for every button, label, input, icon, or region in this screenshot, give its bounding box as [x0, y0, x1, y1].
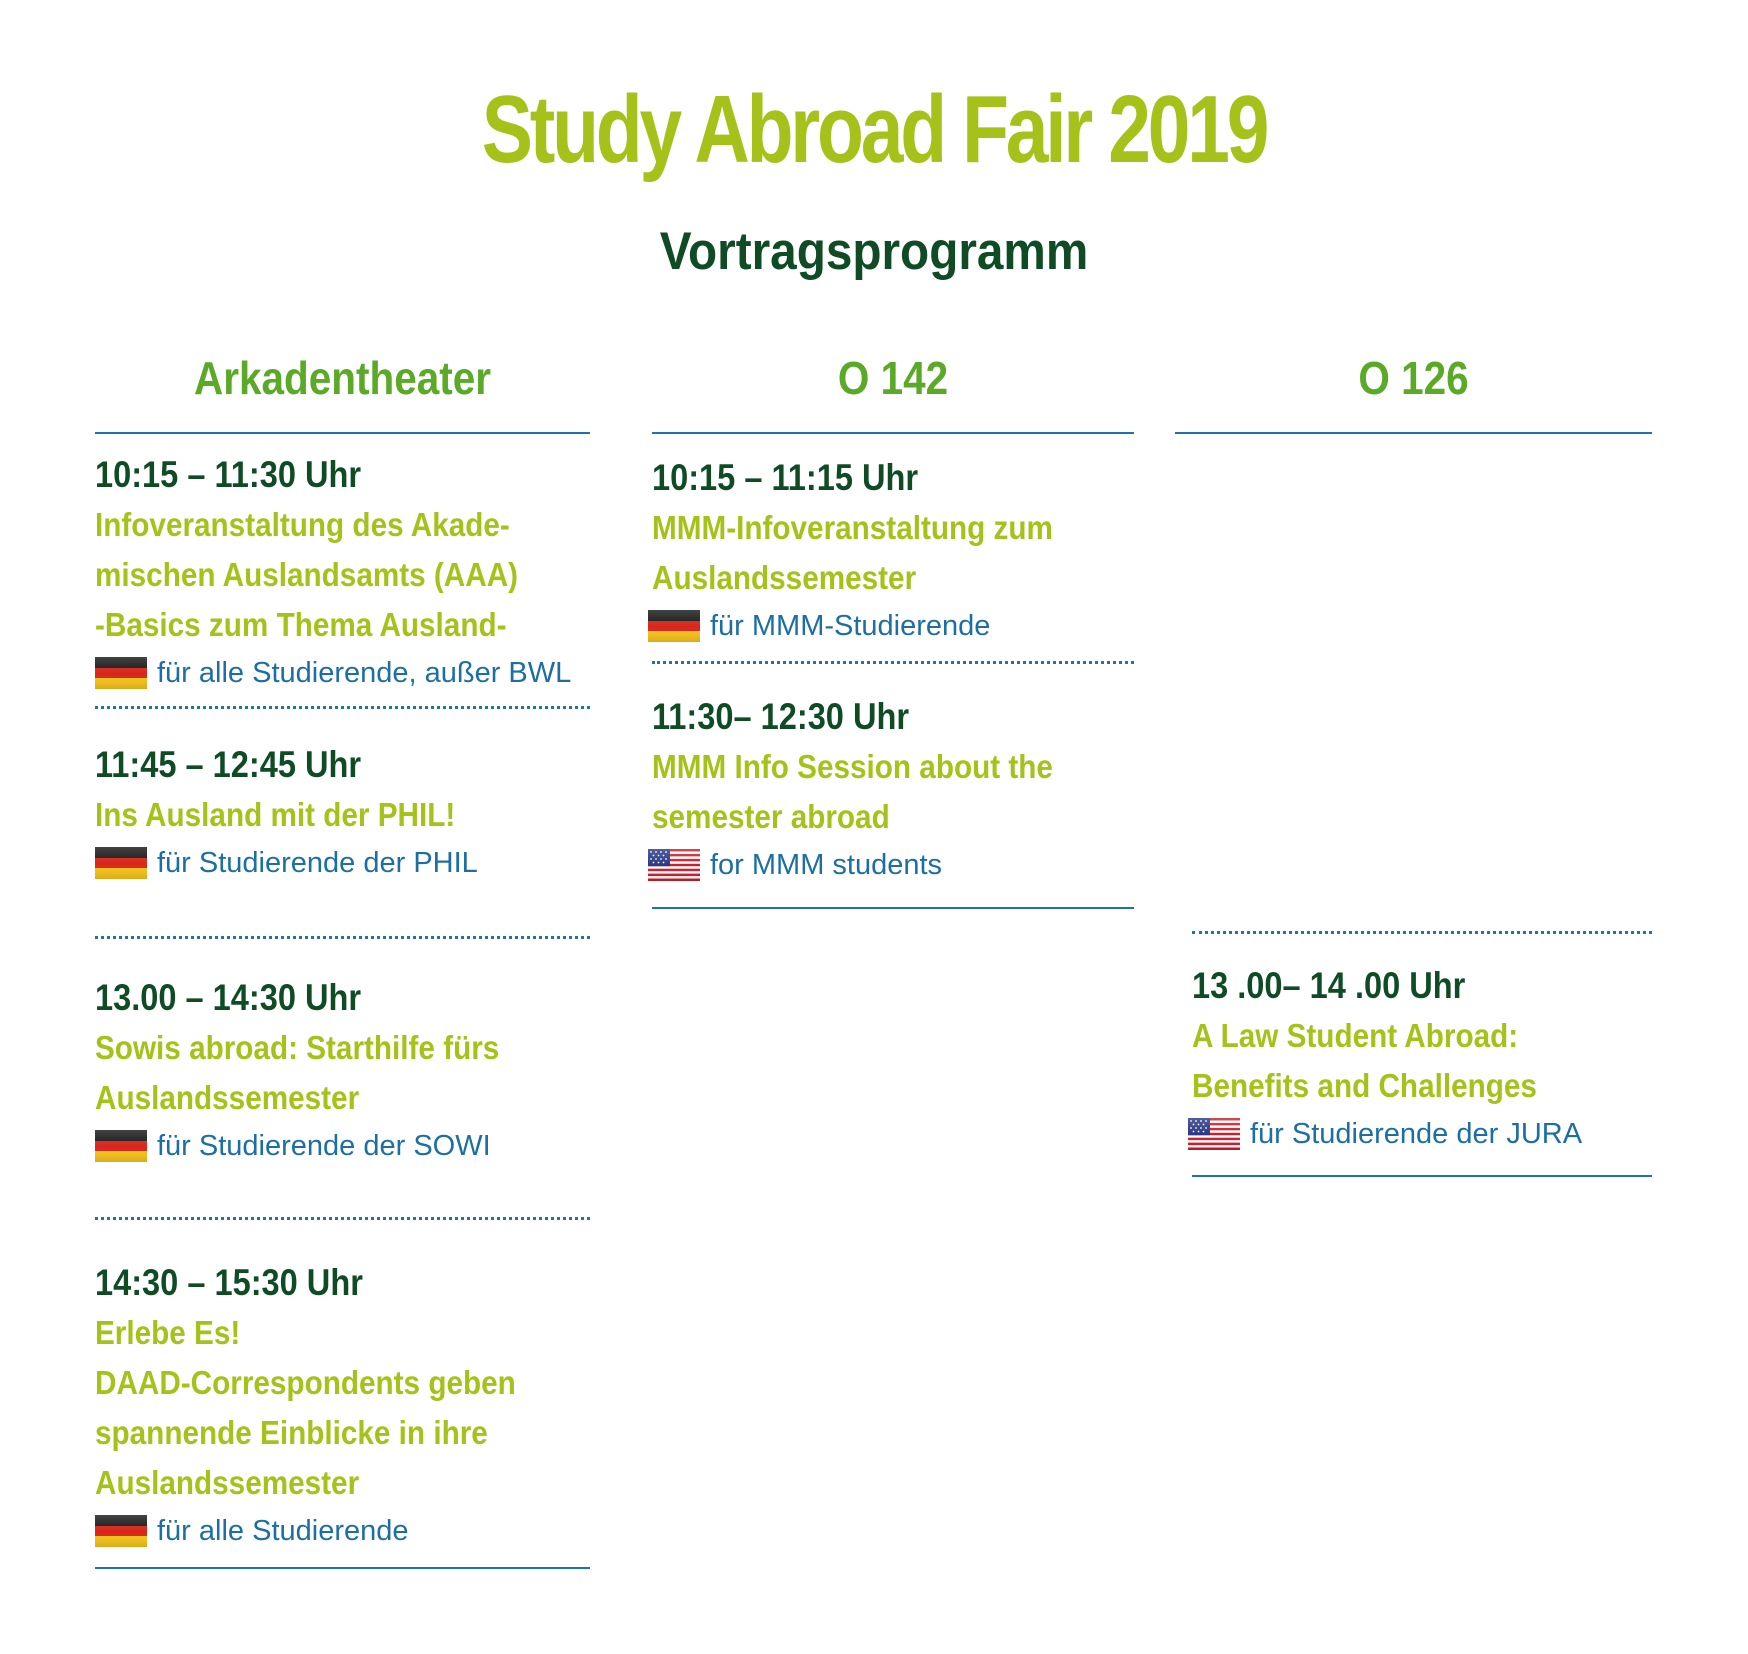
- session-title-line: Auslandssemester: [652, 559, 917, 596]
- session-time: 10:15 – 11:30 Uhr: [95, 454, 362, 495]
- audience-line: [95, 840, 495, 886]
- session-title-line: Infoveranstaltung des Akade-: [95, 506, 510, 543]
- column-heading-o126: O 126: [1358, 352, 1469, 404]
- session-separator: [95, 706, 590, 709]
- session-time: 11:30– 12:30 Uhr: [652, 696, 910, 737]
- audience-text: for MMM students: [710, 848, 943, 881]
- audience-line: [648, 603, 1097, 649]
- session-card: [652, 692, 1097, 888]
- session-title-line: Sowis abroad: Starthilfe fürs: [95, 1029, 500, 1066]
- session-separator: [1192, 931, 1652, 934]
- column-heading-o142: O 142: [837, 352, 949, 404]
- session-title-line: Auslandssemester: [95, 1464, 360, 1501]
- session-title-line: Ins Ausland mit der PHIL!: [95, 796, 456, 833]
- audience-line: [95, 1123, 544, 1169]
- column-divider: [652, 432, 1134, 434]
- german-flag-icon: [95, 1515, 147, 1547]
- audience-line: [95, 1508, 563, 1554]
- session-separator: [95, 1217, 590, 1220]
- column-end-rule: [652, 907, 1134, 909]
- session-time: 14:30 – 15:30 Uhr: [95, 1262, 363, 1303]
- us-flag-icon: [648, 849, 700, 881]
- audience-line: [648, 842, 1097, 888]
- audience-text: für MMM-Studierende: [710, 609, 991, 642]
- session-time: 13 .00– 14 .00 Uhr: [1192, 965, 1466, 1006]
- audience-line: [95, 650, 571, 696]
- page-subtitle: Vortragsprogramm: [659, 222, 1089, 281]
- session-card: [95, 450, 571, 696]
- session-title-line: Erlebe Es!: [95, 1314, 241, 1351]
- audience-text: für Studierende der SOWI: [157, 1129, 491, 1162]
- session-title-line: DAAD-Correspondents geben: [95, 1364, 516, 1401]
- column-end-rule: [95, 1567, 590, 1569]
- session-card: [95, 1258, 563, 1554]
- audience-text: für Studierende der PHIL: [157, 846, 478, 879]
- session-title-line: -Basics zum Thema Ausland-: [95, 606, 507, 643]
- german-flag-icon: [95, 847, 147, 879]
- audience-line: [1188, 1111, 1582, 1157]
- us-flag-icon: [1188, 1118, 1240, 1150]
- session-title-line: mischen Auslandsamts (AAA): [95, 556, 519, 593]
- session-title-line: Auslandssemester: [95, 1079, 360, 1116]
- session-title-line: MMM-Infoveranstaltung zum: [652, 509, 1053, 546]
- session-card: [1192, 961, 1582, 1157]
- german-flag-icon: [95, 1130, 147, 1162]
- session-title-line: MMM Info Session about the: [652, 748, 1053, 785]
- session-title-line: spannende Einblicke in ihre: [95, 1414, 488, 1451]
- german-flag-icon: [95, 657, 147, 689]
- german-flag-icon: [648, 610, 700, 642]
- column-end-rule: [1192, 1175, 1652, 1177]
- session-title-line: semester abroad: [652, 798, 890, 835]
- column-divider: [1175, 432, 1652, 434]
- column-divider: [95, 432, 590, 434]
- session-card: [95, 740, 495, 886]
- session-title-line: A Law Student Abroad:: [1192, 1017, 1519, 1054]
- session-title-line: Benefits and Challenges: [1192, 1067, 1537, 1104]
- session-time: 10:15 – 11:15 Uhr: [652, 457, 919, 498]
- session-separator: [95, 936, 590, 939]
- audience-text: für alle Studierende, außer BWL: [157, 656, 572, 689]
- session-separator: [652, 661, 1134, 664]
- column-heading-arkadentheater: Arkadentheater: [194, 352, 491, 404]
- session-card: [95, 973, 544, 1169]
- session-time: 11:45 – 12:45 Uhr: [95, 744, 362, 785]
- audience-text: für Studierende der JURA: [1250, 1117, 1583, 1150]
- audience-text: für alle Studierende: [157, 1514, 409, 1547]
- session-time: 13.00 – 14:30 Uhr: [95, 977, 362, 1018]
- page-title: Study Abroad Fair 2019: [481, 76, 1267, 183]
- session-card: [652, 453, 1097, 649]
